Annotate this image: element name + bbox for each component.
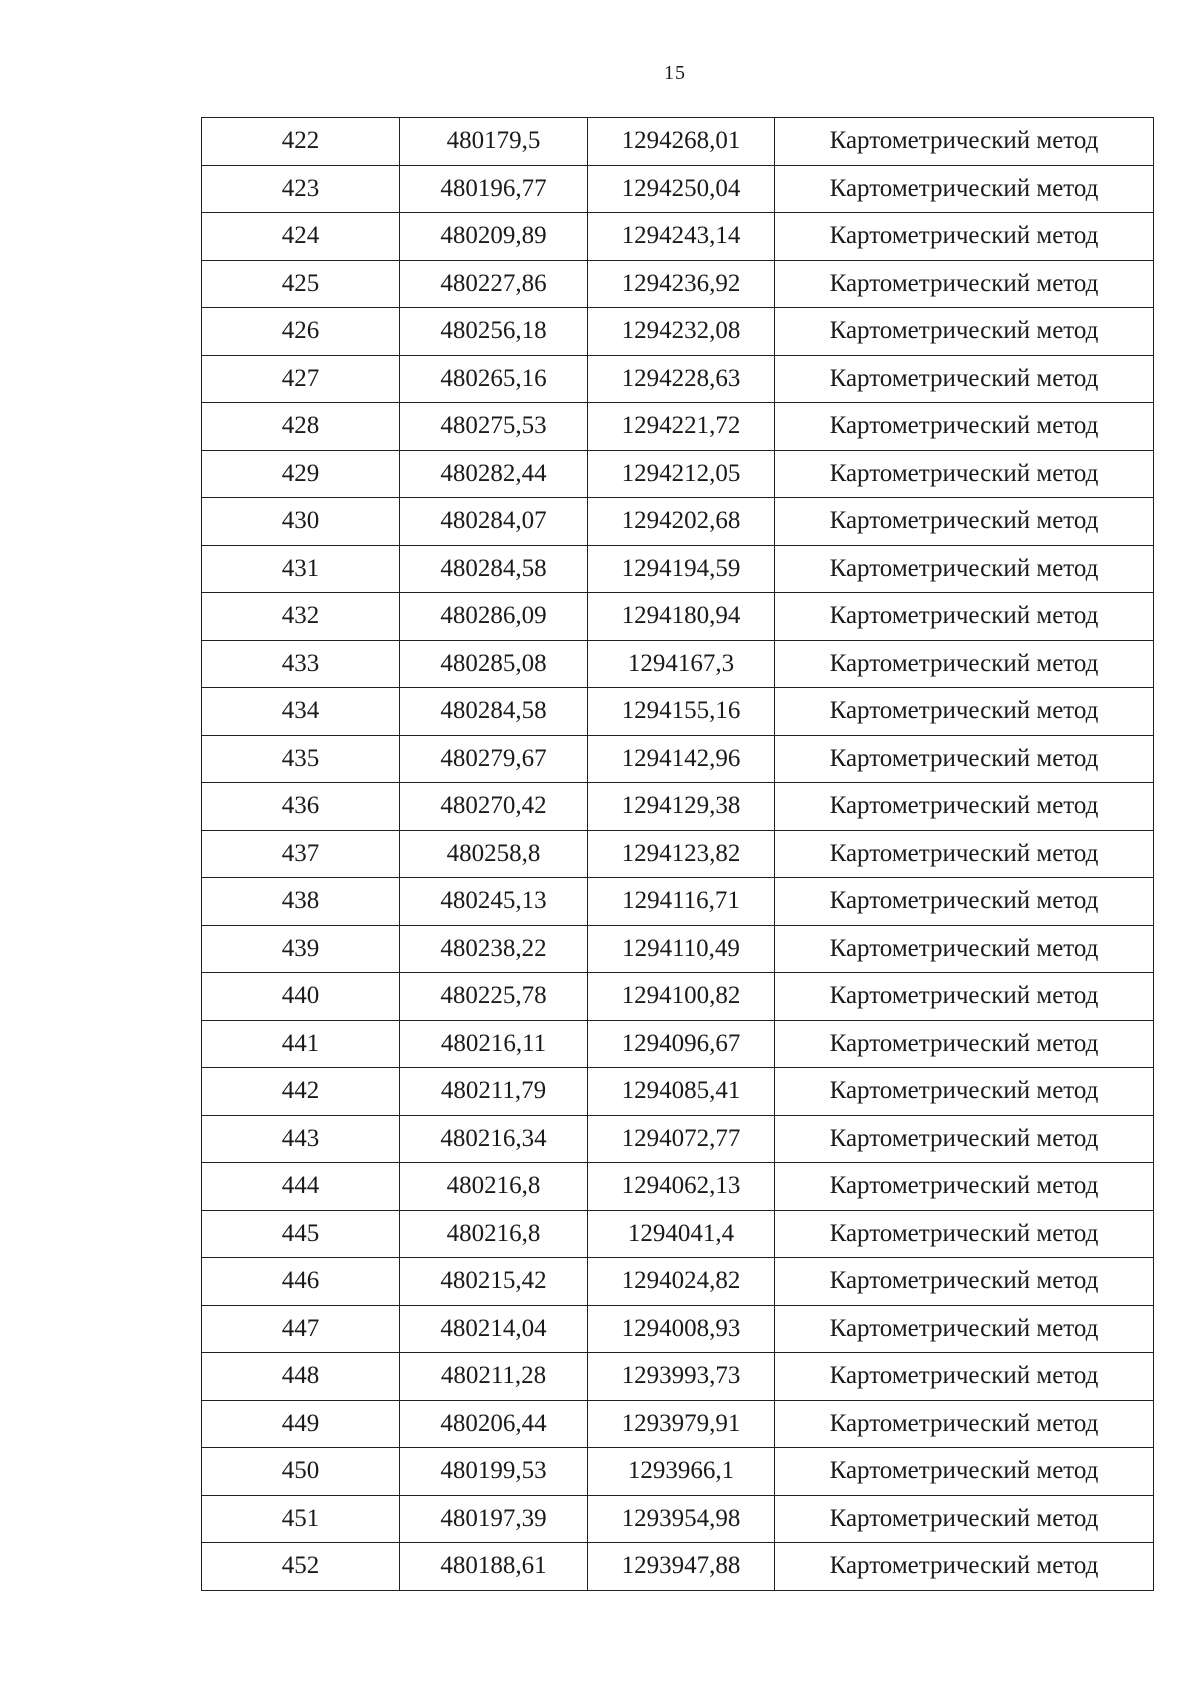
point-number-cell: 430: [202, 498, 400, 546]
table-row: [202, 1400, 1154, 1448]
y-coordinate-cell: 1294123,82: [588, 830, 775, 878]
y-coordinate-cell: 1294194,59: [588, 545, 775, 593]
y-coordinate-cell: 1294250,04: [588, 165, 775, 213]
method-cell: Картометрический метод: [775, 973, 1154, 1021]
x-coordinate-cell: 480211,79: [400, 1068, 588, 1116]
method-cell: Картометрический метод: [775, 830, 1154, 878]
point-number-cell: 451: [202, 1495, 400, 1543]
x-coordinate-cell: 480225,78: [400, 973, 588, 1021]
method-cell: Картометрический метод: [775, 1258, 1154, 1306]
x-coordinate-cell: 480196,77: [400, 165, 588, 213]
y-coordinate-cell: 1294110,49: [588, 925, 775, 973]
y-coordinate-cell: 1294202,68: [588, 498, 775, 546]
method-cell: Картометрический метод: [775, 403, 1154, 451]
x-coordinate-cell: 480279,67: [400, 735, 588, 783]
table-row: [202, 878, 1154, 926]
table-row: [202, 783, 1154, 831]
table-row: [202, 1068, 1154, 1116]
point-number-cell: 422: [202, 118, 400, 166]
y-coordinate-cell: 1294062,13: [588, 1163, 775, 1211]
table-row: [202, 735, 1154, 783]
table-row: [202, 260, 1154, 308]
table-row: [202, 1115, 1154, 1163]
point-number-cell: 433: [202, 640, 400, 688]
y-coordinate-cell: 1294142,96: [588, 735, 775, 783]
x-coordinate-cell: 480285,08: [400, 640, 588, 688]
y-coordinate-cell: 1294268,01: [588, 118, 775, 166]
table-row: [202, 308, 1154, 356]
y-coordinate-cell: 1293947,88: [588, 1543, 775, 1591]
table-row: [202, 498, 1154, 546]
method-cell: Картометрический метод: [775, 308, 1154, 356]
table-row: [202, 1210, 1154, 1258]
y-coordinate-cell: 1294212,05: [588, 450, 775, 498]
table-row: [202, 403, 1154, 451]
x-coordinate-cell: 480216,8: [400, 1210, 588, 1258]
method-cell: Картометрический метод: [775, 1068, 1154, 1116]
y-coordinate-cell: 1294236,92: [588, 260, 775, 308]
method-cell: Картометрический метод: [775, 1353, 1154, 1401]
y-coordinate-cell: 1294180,94: [588, 593, 775, 641]
method-cell: Картометрический метод: [775, 640, 1154, 688]
table-row: [202, 973, 1154, 1021]
x-coordinate-cell: 480284,58: [400, 545, 588, 593]
point-number-cell: 428: [202, 403, 400, 451]
y-coordinate-cell: 1294228,63: [588, 355, 775, 403]
x-coordinate-cell: 480227,86: [400, 260, 588, 308]
method-cell: Картометрический метод: [775, 1115, 1154, 1163]
table-row: [202, 1020, 1154, 1068]
point-number-cell: 436: [202, 783, 400, 831]
method-cell: Картометрический метод: [775, 260, 1154, 308]
method-cell: Картометрический метод: [775, 118, 1154, 166]
coordinates-table: [201, 117, 1154, 1591]
point-number-cell: 445: [202, 1210, 400, 1258]
y-coordinate-cell: 1294116,71: [588, 878, 775, 926]
point-number-cell: 432: [202, 593, 400, 641]
x-coordinate-cell: 480286,09: [400, 593, 588, 641]
y-coordinate-cell: 1293954,98: [588, 1495, 775, 1543]
x-coordinate-cell: 480216,8: [400, 1163, 588, 1211]
method-cell: Картометрический метод: [775, 925, 1154, 973]
point-number-cell: 435: [202, 735, 400, 783]
x-coordinate-cell: 480179,5: [400, 118, 588, 166]
x-coordinate-cell: 480238,22: [400, 925, 588, 973]
table-row: [202, 545, 1154, 593]
y-coordinate-cell: 1293979,91: [588, 1400, 775, 1448]
method-cell: Картометрический метод: [775, 1400, 1154, 1448]
x-coordinate-cell: 480265,16: [400, 355, 588, 403]
x-coordinate-cell: 480284,58: [400, 688, 588, 736]
point-number-cell: 424: [202, 213, 400, 261]
point-number-cell: 440: [202, 973, 400, 1021]
point-number-cell: 425: [202, 260, 400, 308]
table-row: [202, 213, 1154, 261]
y-coordinate-cell: 1294024,82: [588, 1258, 775, 1306]
table-row: [202, 165, 1154, 213]
x-coordinate-cell: 480214,04: [400, 1305, 588, 1353]
method-cell: Картометрический метод: [775, 1163, 1154, 1211]
y-coordinate-cell: 1294096,67: [588, 1020, 775, 1068]
method-cell: Картометрический метод: [775, 450, 1154, 498]
y-coordinate-cell: 1294072,77: [588, 1115, 775, 1163]
method-cell: Картометрический метод: [775, 355, 1154, 403]
method-cell: Картометрический метод: [775, 165, 1154, 213]
method-cell: Картометрический метод: [775, 783, 1154, 831]
y-coordinate-cell: 1294129,38: [588, 783, 775, 831]
table-row: [202, 118, 1154, 166]
table-row: [202, 593, 1154, 641]
x-coordinate-cell: 480216,34: [400, 1115, 588, 1163]
x-coordinate-cell: 480209,89: [400, 213, 588, 261]
x-coordinate-cell: 480245,13: [400, 878, 588, 926]
table-row: [202, 1258, 1154, 1306]
x-coordinate-cell: 480197,39: [400, 1495, 588, 1543]
point-number-cell: 441: [202, 1020, 400, 1068]
y-coordinate-cell: 1294243,14: [588, 213, 775, 261]
point-number-cell: 437: [202, 830, 400, 878]
table-row: [202, 1448, 1154, 1496]
table-row: [202, 688, 1154, 736]
point-number-cell: 442: [202, 1068, 400, 1116]
method-cell: Картометрический метод: [775, 878, 1154, 926]
y-coordinate-cell: 1293966,1: [588, 1448, 775, 1496]
y-coordinate-cell: 1294100,82: [588, 973, 775, 1021]
y-coordinate-cell: 1294232,08: [588, 308, 775, 356]
table-row: [202, 1353, 1154, 1401]
y-coordinate-cell: 1294008,93: [588, 1305, 775, 1353]
table-row: [202, 1495, 1154, 1543]
method-cell: Картометрический метод: [775, 593, 1154, 641]
point-number-cell: 439: [202, 925, 400, 973]
table-row: [202, 450, 1154, 498]
point-number-cell: 450: [202, 1448, 400, 1496]
x-coordinate-cell: 480188,61: [400, 1543, 588, 1591]
method-cell: Картометрический метод: [775, 735, 1154, 783]
table-row: [202, 1163, 1154, 1211]
y-coordinate-cell: 1294041,4: [588, 1210, 775, 1258]
point-number-cell: 448: [202, 1353, 400, 1401]
point-number-cell: 447: [202, 1305, 400, 1353]
point-number-cell: 427: [202, 355, 400, 403]
method-cell: Картометрический метод: [775, 498, 1154, 546]
method-cell: Картометрический метод: [775, 1448, 1154, 1496]
point-number-cell: 438: [202, 878, 400, 926]
table-row: [202, 640, 1154, 688]
table-row: [202, 1305, 1154, 1353]
method-cell: Картометрический метод: [775, 1305, 1154, 1353]
table-row: [202, 830, 1154, 878]
point-number-cell: 444: [202, 1163, 400, 1211]
x-coordinate-cell: 480216,11: [400, 1020, 588, 1068]
x-coordinate-cell: 480215,42: [400, 1258, 588, 1306]
method-cell: Картометрический метод: [775, 1495, 1154, 1543]
point-number-cell: 426: [202, 308, 400, 356]
point-number-cell: 446: [202, 1258, 400, 1306]
table-row: [202, 355, 1154, 403]
coordinates-table-body: [202, 118, 1154, 1591]
point-number-cell: 429: [202, 450, 400, 498]
x-coordinate-cell: 480211,28: [400, 1353, 588, 1401]
x-coordinate-cell: 480282,44: [400, 450, 588, 498]
y-coordinate-cell: 1293993,73: [588, 1353, 775, 1401]
y-coordinate-cell: 1294167,3: [588, 640, 775, 688]
y-coordinate-cell: 1294221,72: [588, 403, 775, 451]
point-number-cell: 434: [202, 688, 400, 736]
method-cell: Картометрический метод: [775, 1543, 1154, 1591]
method-cell: Картометрический метод: [775, 1020, 1154, 1068]
x-coordinate-cell: 480275,53: [400, 403, 588, 451]
x-coordinate-cell: 480199,53: [400, 1448, 588, 1496]
point-number-cell: 449: [202, 1400, 400, 1448]
point-number-cell: 443: [202, 1115, 400, 1163]
method-cell: Картометрический метод: [775, 688, 1154, 736]
table-row: [202, 1543, 1154, 1591]
y-coordinate-cell: 1294155,16: [588, 688, 775, 736]
x-coordinate-cell: 480206,44: [400, 1400, 588, 1448]
method-cell: Картометрический метод: [775, 1210, 1154, 1258]
point-number-cell: 431: [202, 545, 400, 593]
x-coordinate-cell: 480284,07: [400, 498, 588, 546]
x-coordinate-cell: 480270,42: [400, 783, 588, 831]
x-coordinate-cell: 480256,18: [400, 308, 588, 356]
method-cell: Картометрический метод: [775, 545, 1154, 593]
table-row: [202, 925, 1154, 973]
y-coordinate-cell: 1294085,41: [588, 1068, 775, 1116]
point-number-cell: 423: [202, 165, 400, 213]
x-coordinate-cell: 480258,8: [400, 830, 588, 878]
point-number-cell: 452: [202, 1543, 400, 1591]
page-number: 15: [664, 62, 686, 84]
method-cell: Картометрический метод: [775, 213, 1154, 261]
